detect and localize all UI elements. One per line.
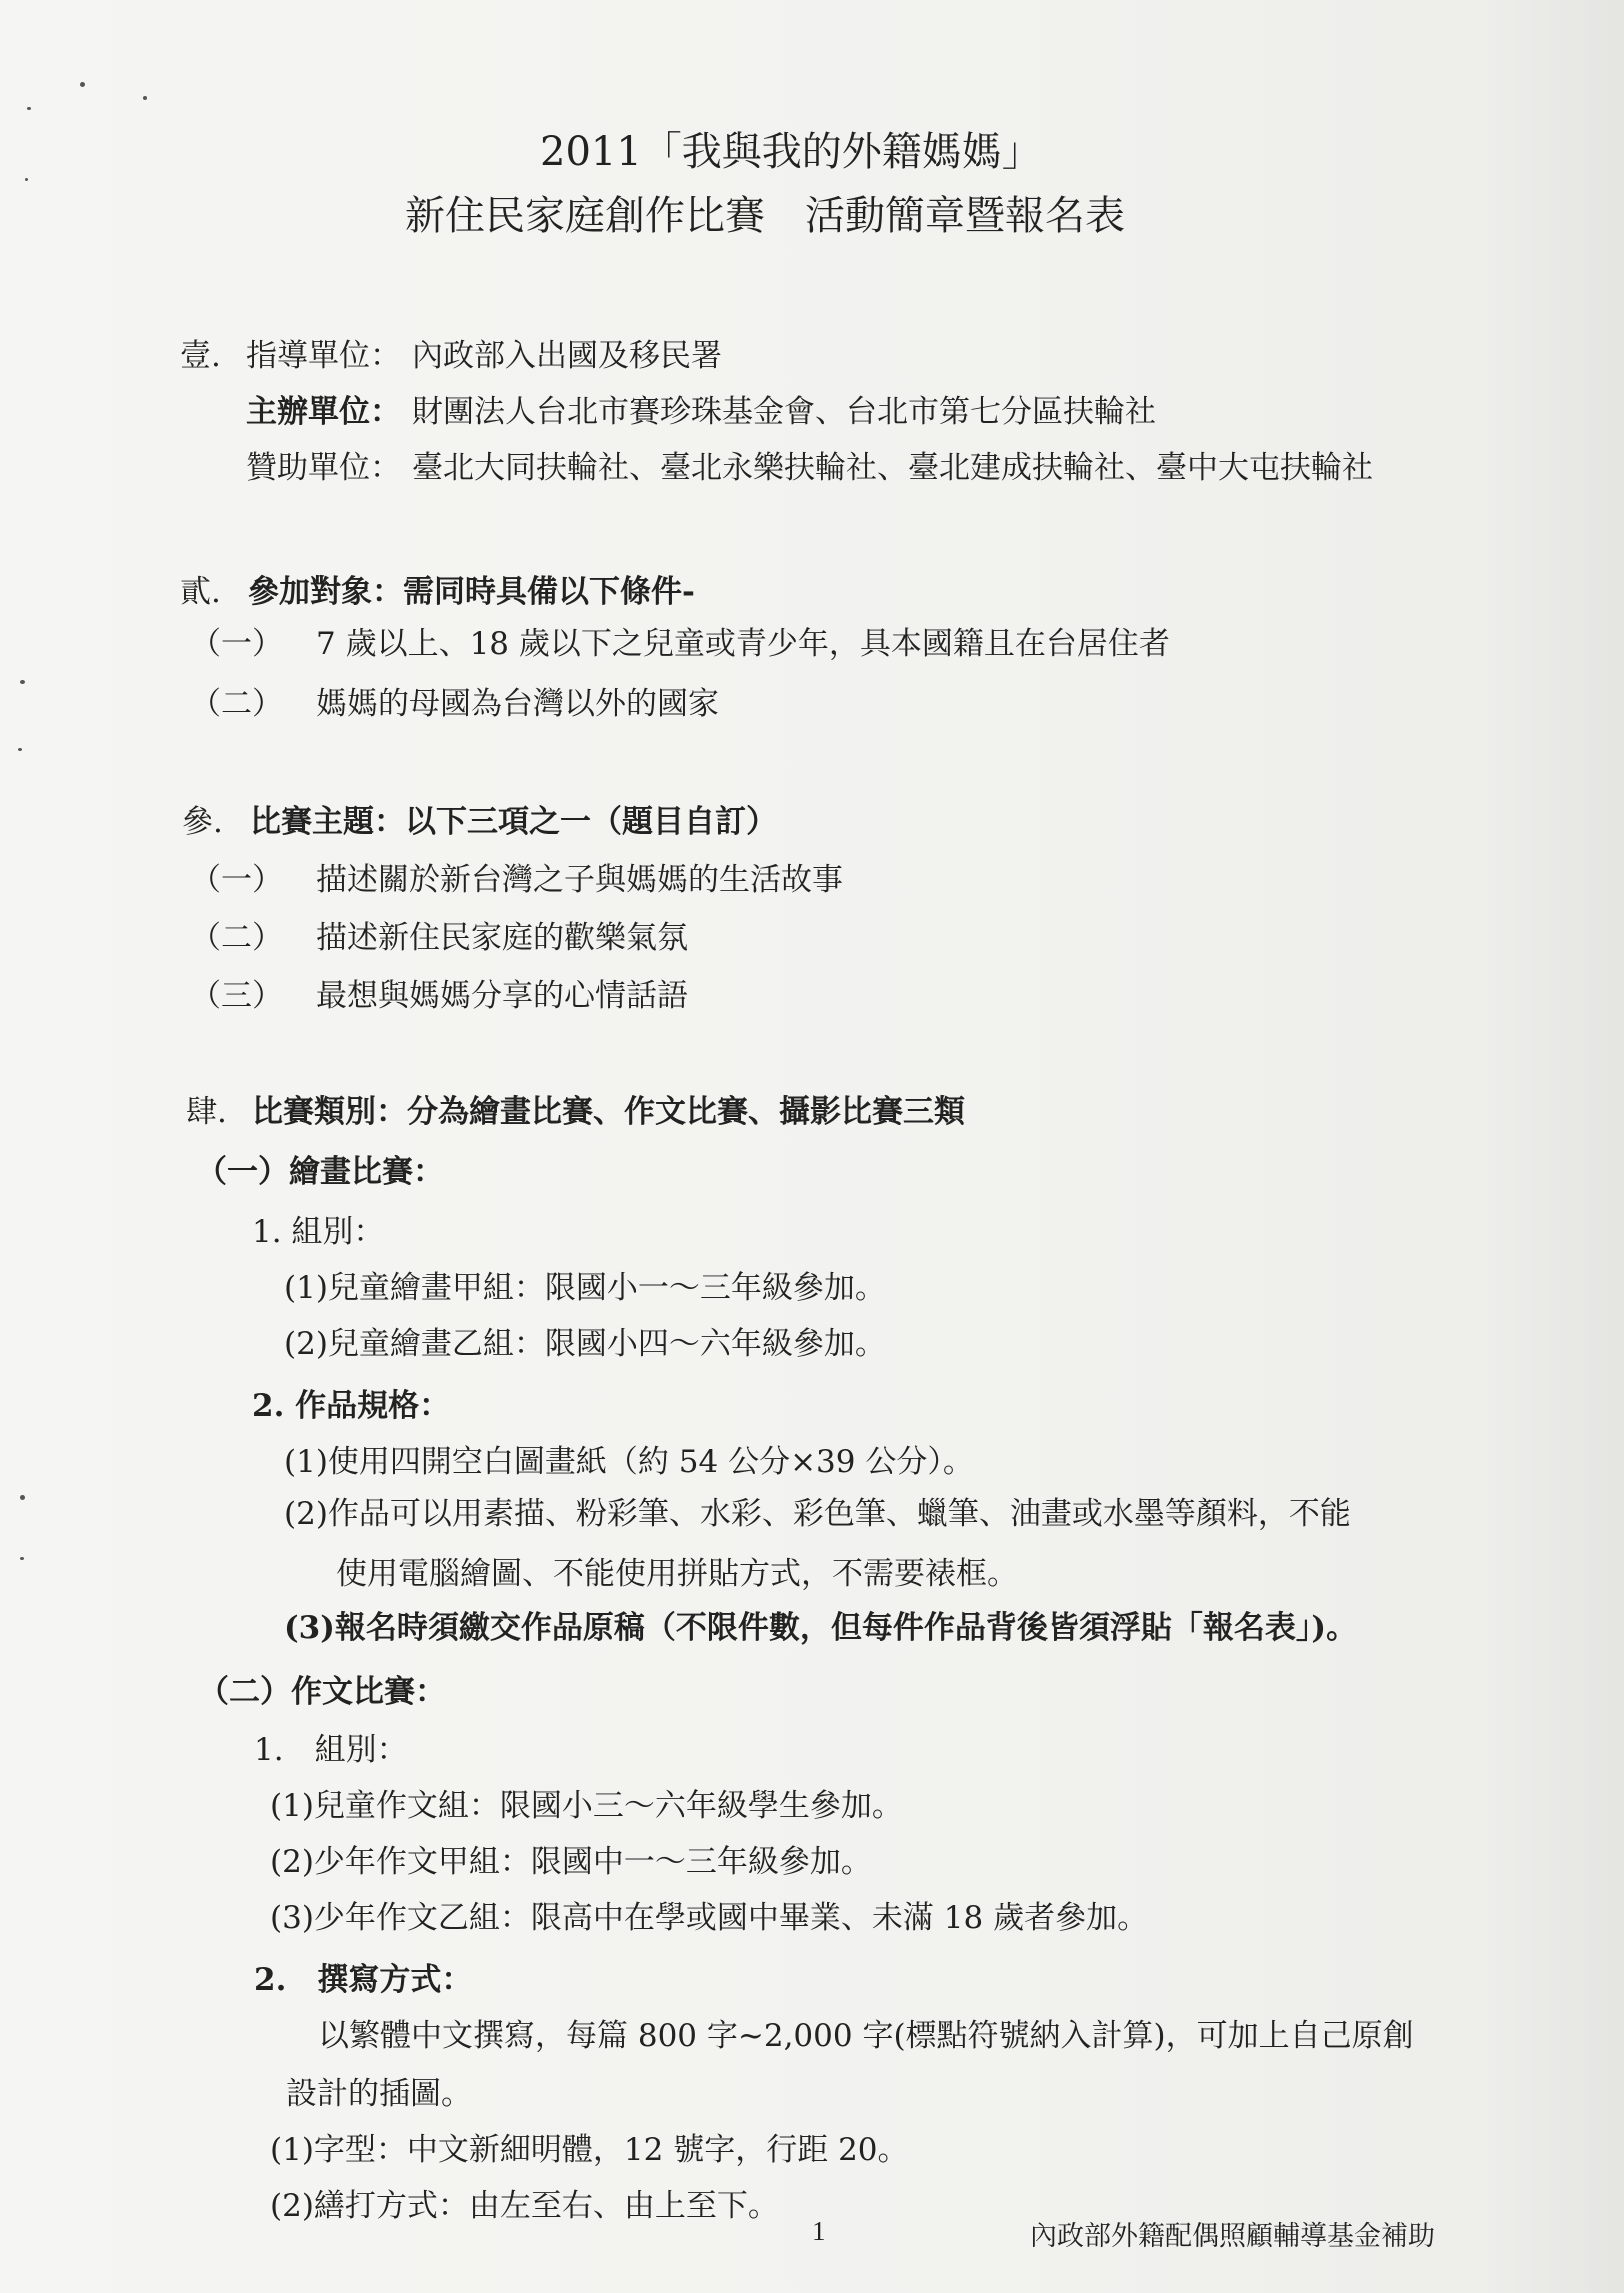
- scan-speck: [20, 1557, 24, 1560]
- painting-spec-item: (1)使用四開空白圖畫紙（約 54 公分×39 公分）。: [284, 1444, 974, 1480]
- essay-writing-paragraph: 以繁體中文撰寫，每篇 800 字~2,000 字(標點符號納入計算)，可加上自己原創: [318, 2018, 1414, 2054]
- section-3-number: 參.: [182, 804, 223, 840]
- section-3-item-text: 最想與媽媽分享的心情話語: [316, 978, 688, 1014]
- section-2-item-number: （二）: [190, 686, 283, 722]
- section-2-heading: 參加對象：需同時具備以下條件-: [248, 574, 695, 610]
- section-2-number: 貳.: [180, 574, 221, 610]
- guide-value: 內政部入出國及移民署: [412, 338, 722, 374]
- scan-speck: [18, 748, 22, 751]
- title-line-2: 新住民家庭創作比賽 活動簡章暨報名表: [405, 193, 1125, 239]
- host-value: 財團法人台北市賽珍珠基金會、台北市第七分區扶輪社: [412, 394, 1156, 430]
- essay-writing-paragraph-cont: 設計的插圖。: [286, 2076, 472, 2112]
- painting-spec-item: (3)報名時須繳交作品原稿（不限件數，但每件作品背後皆須浮貼「報名表」)。: [284, 1610, 1358, 1646]
- section-4-heading: 比賽類別：分為繪畫比賽、作文比賽、攝影比賽三類: [252, 1094, 965, 1130]
- section-3-item-text: 描述關於新台灣之子與媽媽的生活故事: [316, 862, 843, 898]
- essay-writing-item: (2)繕打方式：由左至右、由上至下。: [270, 2188, 779, 2224]
- painting-group-item: (2)兒童繪畫乙組：限國小四～六年級參加。: [284, 1326, 886, 1362]
- section-3-heading: 比賽主題：以下三項之一（題目自訂）: [250, 804, 777, 840]
- essay-writing-heading: 2. 撰寫方式：: [254, 1962, 473, 1998]
- section-1-number: 壹.: [180, 338, 221, 374]
- painting-spec-item: (2)作品可以用素描、粉彩筆、水彩、彩色筆、蠟筆、油畫或水墨等顏料，不能: [284, 1496, 1351, 1532]
- painting-spec-heading: 2. 作品規格：: [252, 1388, 451, 1424]
- page-number: 1: [812, 2216, 826, 2246]
- essay-groups-heading: 1. 組別：: [254, 1732, 408, 1768]
- painting-heading: （一）繪畫比賽：: [196, 1154, 444, 1190]
- scan-speck: [20, 680, 25, 684]
- funding-note: 內政部外籍配偶照顧輔導基金補助: [1030, 2221, 1435, 2252]
- scan-speck: [143, 96, 147, 100]
- painting-spec-item-cont: 使用電腦繪圖、不能使用拼貼方式，不需要裱框。: [336, 1556, 1018, 1592]
- scan-speck: [27, 107, 31, 110]
- host-label: 主辦單位：: [246, 394, 401, 430]
- title-line-1: 2011「我與我的外籍媽媽」: [540, 129, 1042, 175]
- scan-shadow: [1484, 0, 1624, 2293]
- essay-heading: （二）作文比賽：: [198, 1674, 446, 1710]
- section-3-item-text: 描述新住民家庭的歡樂氣氛: [316, 920, 688, 956]
- section-3-item-number: （三）: [190, 978, 283, 1014]
- section-2-item-text: 7 歲以上、18 歲以下之兒童或青少年，具本國籍且在台居住者: [316, 626, 1170, 662]
- essay-group-item: (3)少年作文乙組：限高中在學或國中畢業、未滿 18 歲者參加。: [270, 1900, 1149, 1936]
- essay-writing-item: (1)字型：中文新細明體，12 號字，行距 20。: [270, 2132, 909, 2168]
- scan-speck: [80, 82, 85, 87]
- section-4-number: 肆.: [186, 1094, 227, 1130]
- painting-groups-heading: 1. 組別：: [252, 1214, 385, 1250]
- scan-speck: [20, 1495, 25, 1500]
- section-2-item-number: （一）: [190, 626, 283, 662]
- section-3-item-number: （一）: [190, 862, 283, 898]
- sponsor-label: 贊助單位：: [246, 450, 401, 486]
- guide-label: 指導單位：: [246, 338, 401, 374]
- essay-group-item: (1)兒童作文組：限國小三～六年級學生參加。: [270, 1788, 903, 1824]
- section-2-item-text: 媽媽的母國為台灣以外的國家: [316, 686, 719, 722]
- section-3-item-number: （二）: [190, 920, 283, 956]
- sponsor-value: 臺北大同扶輪社、臺北永樂扶輪社、臺北建成扶輪社、臺中大屯扶輪社: [412, 450, 1373, 486]
- painting-group-item: (1)兒童繪畫甲組：限國小一～三年級參加。: [284, 1270, 886, 1306]
- essay-group-item: (2)少年作文甲組：限國中一～三年級參加。: [270, 1844, 872, 1880]
- scan-speck: [25, 178, 28, 181]
